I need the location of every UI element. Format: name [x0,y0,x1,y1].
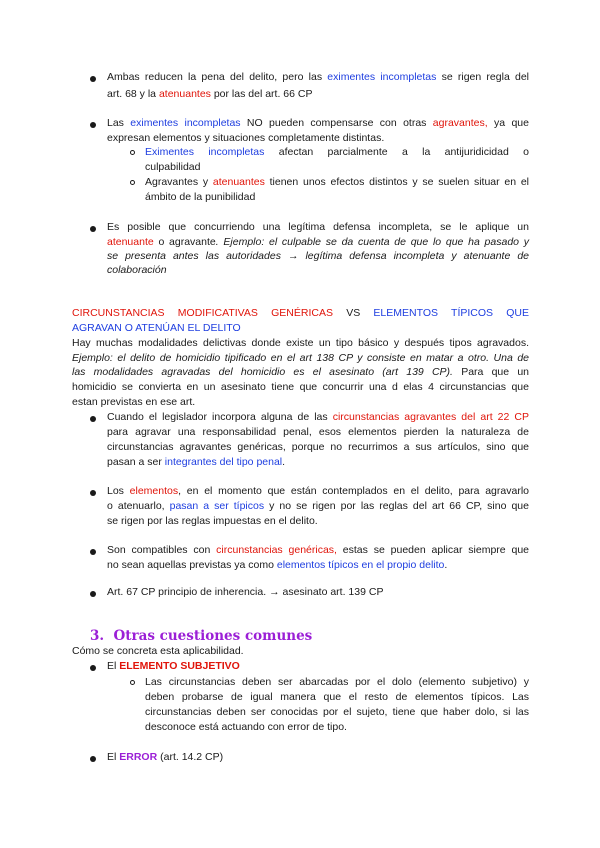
section-3-intro: Cómo se concreta esta aplicabilidad. [72,645,244,657]
bullet-1 [90,76,96,82]
line: deben probarse de igual manera que el resto de elementos típicos. Las [145,691,529,703]
line: para agravar una responsabilidad penal, esos elementos pierden la naturaleza de [107,426,529,438]
line: homicidio se convierta en un asesinato tiene que concurrir una d elas 4 circunstancias que [72,381,529,393]
bullet-3 [90,226,96,232]
line: Cuando el legislador incorpora alguna de las circunstancias agravantes del art 22 CP [107,411,529,423]
line: se presenta antes las autoridades → legítima defensa incompleta y atenuante de [107,250,529,262]
line: art. 68 y la atenuantes por las del art. 66 CP [107,88,313,100]
line: Las circunstancias deben ser abarcadas por el dolo (elemento subjetivo) y [145,676,529,688]
line: Hay muchas modalidades delictivas donde existe un tipo básico y después tipos agravados. [72,337,529,349]
bullet-8-label: El ELEMENTO SUBJETIVO [107,660,240,672]
line: Ejemplo: el delito de homicidio tipificado en el art 138 CP y consiste en matar a otro. Una de [72,352,529,364]
bullet-6 [90,549,96,555]
line: AGRAVAN O ATENÚAN EL DELITO [72,322,241,334]
line: se rigen por las reglas impuestas en el delito. [107,515,318,527]
bullet-9-label: El ERROR (art. 14.2 CP) [107,751,224,763]
bullet-7 [90,591,96,597]
line: Los elementos, en el momento que están contemplados en el delito, para agravarlo [107,485,529,497]
bullet-5 [90,490,96,496]
sub-bullet-2b [130,180,135,185]
line: atenuante o agravante. Ejemplo: el culpable se da cuenta de que lo que ha pasado y [107,236,529,248]
bullet-8 [90,665,96,671]
line: pasan a ser integrantes del tipo penal. [107,456,286,468]
line: estan previstas en ese art. [72,396,196,408]
sub-bullet-2a [130,150,135,155]
bullet-2 [90,122,96,128]
line: circunstancias agravantes genéricas, porque no recurrimos a sus artículos, sino que [107,441,529,453]
line: o atenuarlo, pasan a ser típicos y no se rigen por las reglas del art 66 CP, sino que [107,500,529,512]
bullet-4 [90,416,96,422]
line: Las eximentes incompletas NO pueden compensarse con otras agravantes, ya que [107,117,529,129]
line: ámbito de la punibilidad [145,191,256,203]
line: Eximentes incompletas afectan parcialmente a la antijuridicidad o [145,146,529,158]
line: culpabilidad [145,161,201,173]
line: Art. 67 CP principio de inherencia. → asesinato art. 139 CP [107,586,384,598]
line: no sean aquellas previstas ya como elementos típicos en el propio delito. [107,559,448,571]
bullet-9 [90,756,96,762]
line: las modalidades agravadas del homicidio es el asesinato (art 139 CP). Para que un [72,366,530,378]
line: Es posible que concurriendo una legítima defensa incompleta, se le aplique un [107,221,529,233]
line: colaboración [107,264,167,276]
line: Agravantes y atenuantes tienen unos efectos distintos y se suelen situar en el [145,176,530,188]
line: CIRCUNSTANCIAS MODIFICATIVAS GENÉRICAS VS ELEMENTOS TÍPICOS QUE [72,307,530,319]
section-3-title: 3. Otras cuestiones comunes [90,628,313,644]
line: Ambas reducen la pena del delito, pero las eximentes incompletas se rigen regla del [107,71,529,83]
line: expresan elementos y situaciones completamente distintas. [107,132,385,144]
sub-bullet-8a [130,680,135,685]
line: Son compatibles con circunstancias genéricas, estas se pueden aplicar siempre que [107,544,529,556]
line: circunstancias deben ser conocidas por el sujeto, tiene que haber dolo, si las [145,706,529,718]
line: desconoce está actuando con error de tipo. [145,721,347,733]
